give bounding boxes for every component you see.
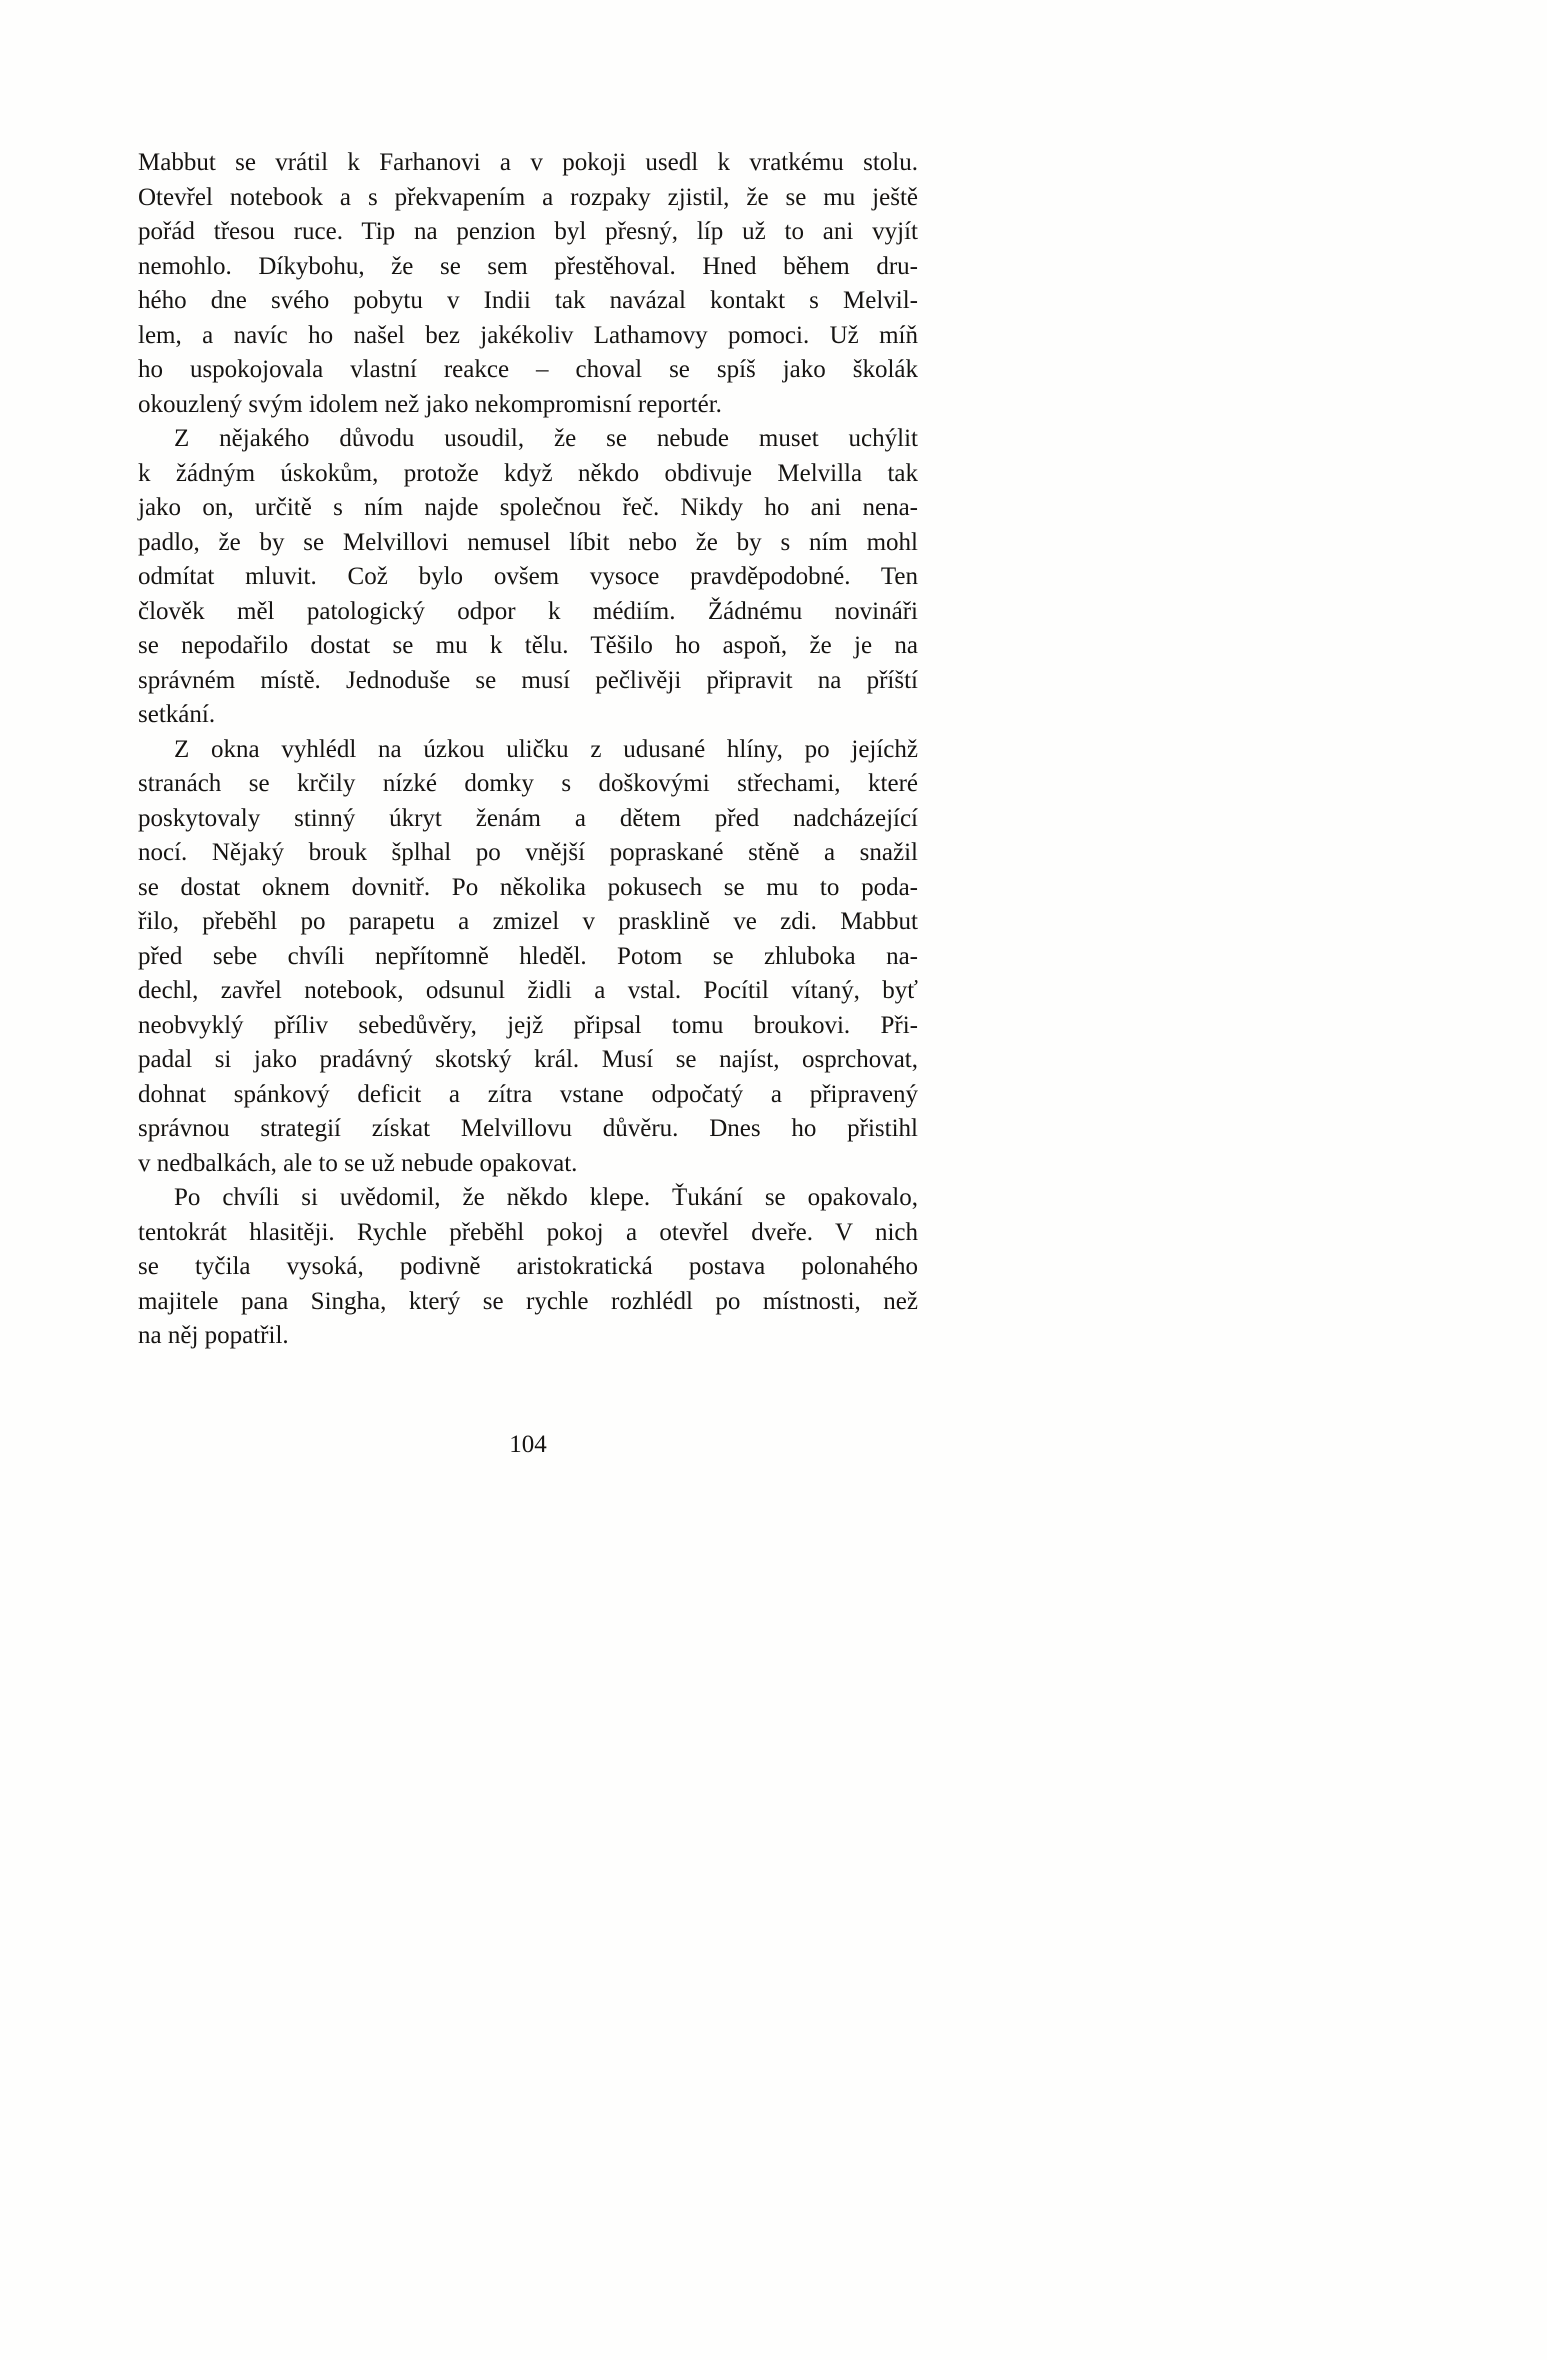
text-line: tentokrát hlasitěji. Rychle přeběhl pokoj a otevřel dveře. V nich bbox=[138, 1218, 918, 1246]
text-line: dechl, zavřel notebook, odsunul židli a vstal. Pocítil vítaný, byť bbox=[138, 977, 918, 1004]
text-line: Po chvíli si uvědomil, že někdo klepe. Ťukání se opakovalo, bbox=[174, 1184, 918, 1211]
text-line: jako on, určitě s ním najde společnou řeč. Nikdy ho ani nena- bbox=[138, 494, 918, 521]
text-line: Z okna vyhlédl na úzkou uličku z udusané hlíny, po jejíchž bbox=[174, 735, 918, 763]
paragraph bbox=[138, 146, 918, 422]
text-line: k žádným úskokům, protože když někdo obdivuje Melvilla tak bbox=[138, 459, 918, 487]
text-line: odmítat mluvit. Což bylo ovšem vysoce pravděpodobné. Ten bbox=[138, 563, 918, 590]
text-line: na něj popatřil. bbox=[138, 1322, 289, 1349]
paragraph bbox=[138, 733, 918, 1182]
text-line: hého dne svého pobytu v Indii tak navázal kontakt s Melvil- bbox=[138, 287, 918, 314]
text-line: dohnat spánkový deficit a zítra vstane odpočatý a připravený bbox=[138, 1080, 918, 1108]
paragraph bbox=[138, 1181, 918, 1354]
text-line: neobvyklý příliv sebedůvěry, jejž připsal tomu broukovi. Při- bbox=[138, 1011, 918, 1039]
text-line: správném místě. Jednoduše se musí pečlivěji připravit na příští bbox=[138, 666, 918, 694]
page-number: 104 bbox=[509, 1431, 547, 1458]
text-line: ho uspokojovala vlastní reakce – choval se spíš jako školák bbox=[138, 356, 918, 383]
text-line: se dostat oknem dovnitř. Po několika pokusech se mu to poda- bbox=[138, 873, 918, 901]
text-line: před sebe chvíli nepřítomně hleděl. Potom se zhluboka na- bbox=[138, 942, 918, 970]
text-line: se tyčila vysoká, podivně aristokratická postava polonahého bbox=[138, 1253, 918, 1280]
text-line: Z nějakého důvodu usoudil, že se nebude muset uchýlit bbox=[174, 425, 918, 452]
text-line: poskytovaly stinný úkryt ženám a dětem před nadcházející bbox=[138, 804, 918, 832]
text-line: řilo, přeběhl po parapetu a zmizel v prasklině ve zdi. Mabbut bbox=[138, 908, 918, 935]
text-line: Otevřel notebook a s překvapením a rozpaky zjistil, že se mu ještě bbox=[138, 183, 918, 211]
text-line: stranách se krčily nízké domky s doškovými střechami, které bbox=[138, 770, 918, 797]
text-line: padal si jako pradávný skotský král. Musí se najíst, osprchovat, bbox=[138, 1046, 918, 1073]
text-line: v nedbalkách, ale to se už nebude opakovat. bbox=[138, 1149, 578, 1177]
text-line: okouzlený svým idolem než jako nekompromisní reportér. bbox=[138, 390, 722, 418]
text-line: nemohlo. Díkybohu, že se sem přestěhoval. Hned během dru- bbox=[138, 252, 918, 280]
text-line: padlo, že by se Melvillovi nemusel líbit nebo že by s ním mohl bbox=[138, 528, 918, 556]
paragraph bbox=[138, 422, 918, 733]
text-line: správnou strategií získat Melvillovu důvěru. Dnes ho přistihl bbox=[138, 1115, 918, 1142]
text-line: člověk měl patologický odpor k médiím. Žádnému novináři bbox=[138, 597, 918, 625]
text-line: se nepodařilo dostat se mu k tělu. Těšilo ho aspoň, že je na bbox=[138, 632, 918, 659]
text-line: majitele pana Singha, který se rychle rozhlédl po místnosti, než bbox=[138, 1287, 918, 1315]
text-line: lem, a navíc ho našel bez jakékoliv Lathamovy pomoci. Už míň bbox=[138, 321, 918, 349]
text-block bbox=[138, 146, 918, 1354]
text-line: pořád třesou ruce. Tip na penzion byl přesný, líp už to ani vyjít bbox=[138, 218, 918, 245]
text-line: Mabbut se vrátil k Farhanovi a v pokoji usedl k vratkému stolu. bbox=[138, 149, 918, 176]
text-line: nocí. Nějaký brouk šplhal po vnější popraskané stěně a snažil bbox=[138, 839, 918, 866]
text-line: setkání. bbox=[138, 701, 216, 728]
